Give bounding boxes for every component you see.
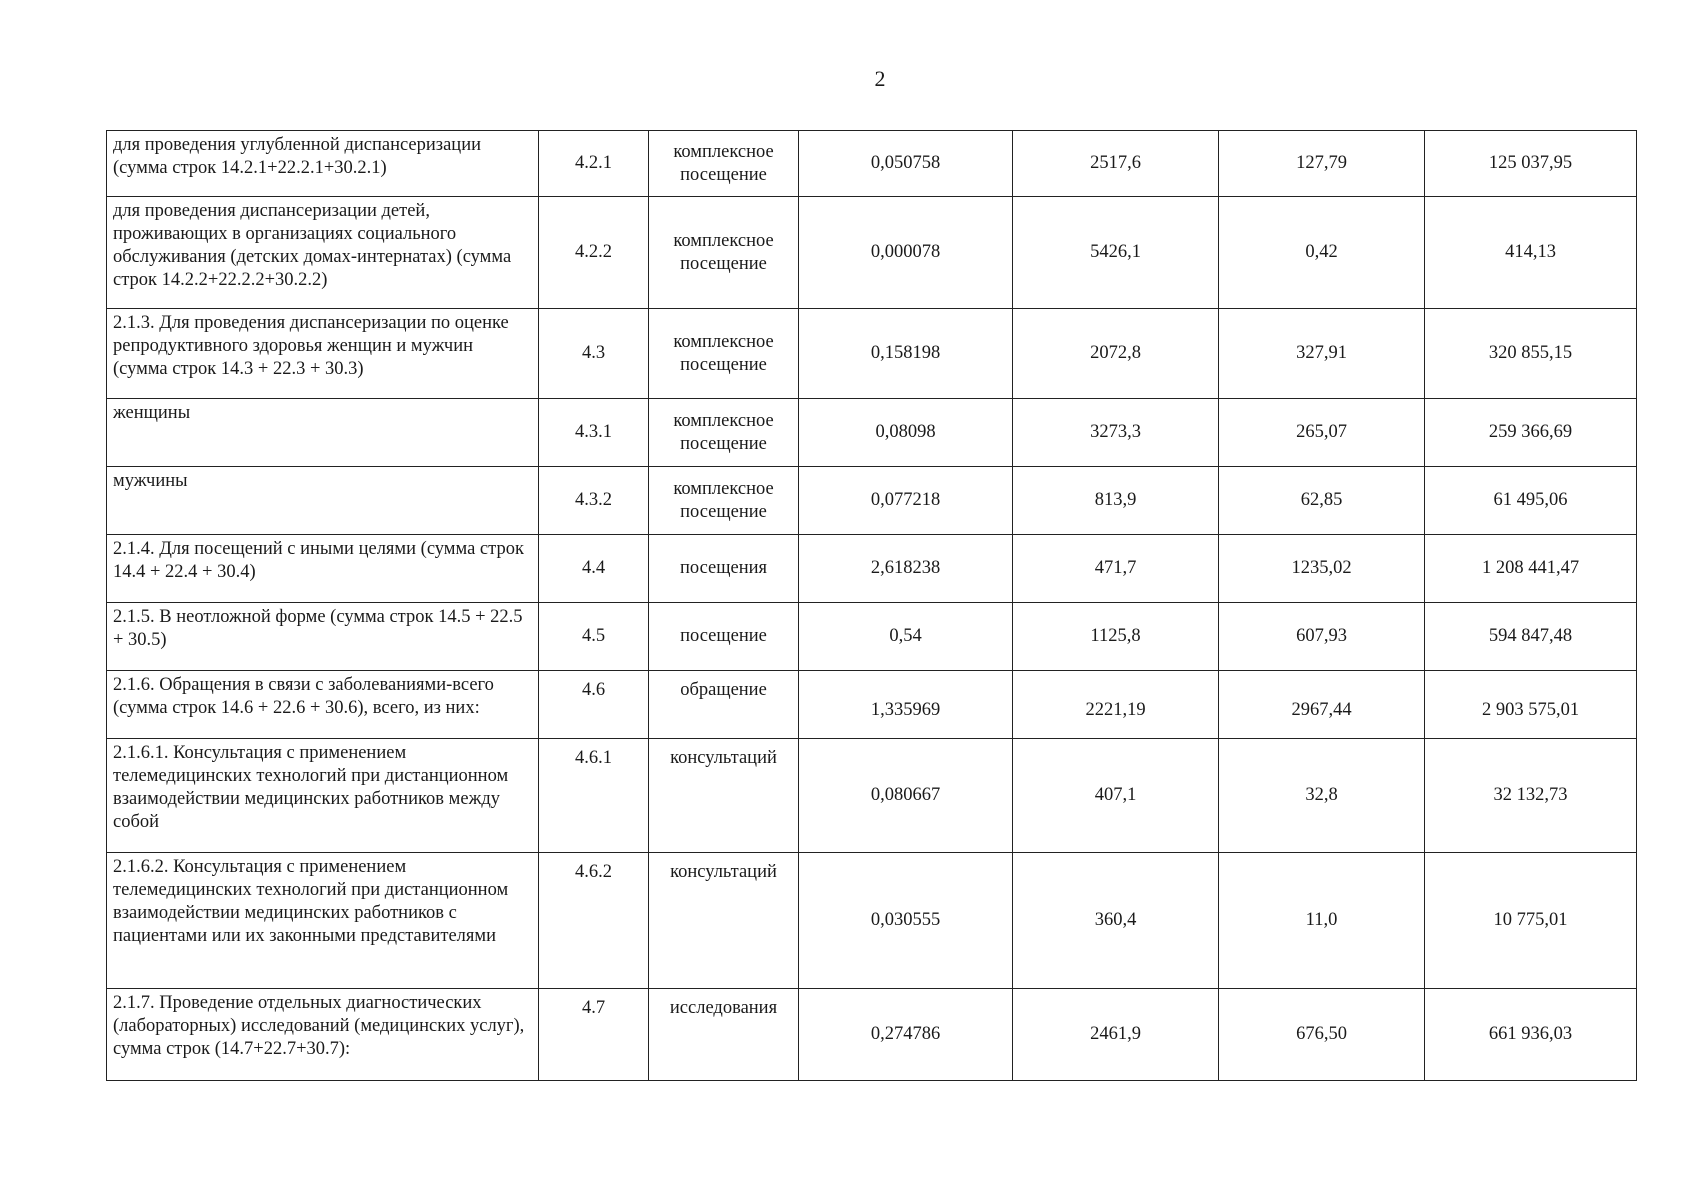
table-row — [107, 309, 1637, 399]
row-total: 125 037,95 — [1425, 131, 1637, 197]
row-norm: 0,274786 — [799, 989, 1013, 1081]
row-cost: 3273,3 — [1013, 399, 1219, 467]
row-name: 2.1.3. Для проведения диспансеризации по оценке репродуктивного здоровья женщин и мужчин (сумма строк 14.3 + 22.3 + 30.3) — [107, 309, 539, 399]
row-name: для проведения диспансеризации детей, проживающих в организациях социального обслуживания (детских домах-интернатах) (сумма строк 14.2.2+22.2.2+30.2.2) — [107, 197, 539, 309]
row-unit: посещения — [649, 535, 799, 603]
row-norm: 0,080667 — [799, 739, 1013, 853]
row-unit: комплексное посещение — [649, 197, 799, 309]
row-total: 320 855,15 — [1425, 309, 1637, 399]
row-name: мужчины — [107, 467, 539, 535]
row-cost: 360,4 — [1013, 853, 1219, 989]
row-name: 2.1.6.2. Консультация с применением телемедицинских технологий при дистанционном взаимодействии медицинских работников с пациентами или их законными представителями — [107, 853, 539, 989]
row-code: 4.7 — [539, 989, 649, 1081]
row-per-capita: 62,85 — [1219, 467, 1425, 535]
row-name: женщины — [107, 399, 539, 467]
table-row — [107, 739, 1637, 853]
row-code: 4.4 — [539, 535, 649, 603]
row-total: 661 936,03 — [1425, 989, 1637, 1081]
row-unit: комплексное посещение — [649, 309, 799, 399]
row-unit: обращение — [649, 671, 799, 739]
row-per-capita: 327,91 — [1219, 309, 1425, 399]
row-unit: консультаций — [649, 853, 799, 989]
row-norm: 0,54 — [799, 603, 1013, 671]
table-row — [107, 671, 1637, 739]
row-total: 2 903 575,01 — [1425, 671, 1637, 739]
row-per-capita: 265,07 — [1219, 399, 1425, 467]
row-norm: 0,08098 — [799, 399, 1013, 467]
row-cost: 813,9 — [1013, 467, 1219, 535]
row-total: 594 847,48 — [1425, 603, 1637, 671]
table-row — [107, 467, 1637, 535]
row-cost: 5426,1 — [1013, 197, 1219, 309]
row-name: 2.1.6. Обращения в связи с заболеваниями-всего (сумма строк 14.6 + 22.6 + 30.6), всего, из них: — [107, 671, 539, 739]
row-norm: 0,030555 — [799, 853, 1013, 989]
row-unit: комплексное посещение — [649, 467, 799, 535]
row-code: 4.3 — [539, 309, 649, 399]
row-norm: 0,050758 — [799, 131, 1013, 197]
row-cost: 407,1 — [1013, 739, 1219, 853]
row-name: 2.1.5. В неотложной форме (сумма строк 14.5 + 22.5 + 30.5) — [107, 603, 539, 671]
row-per-capita: 676,50 — [1219, 989, 1425, 1081]
row-per-capita: 0,42 — [1219, 197, 1425, 309]
row-name: для проведения углубленной диспансеризации (сумма строк 14.2.1+22.2.1+30.2.1) — [107, 131, 539, 197]
row-name: 2.1.4. Для посещений с иными целями (сумма строк 14.4 + 22.4 + 30.4) — [107, 535, 539, 603]
row-unit: комплексное посещение — [649, 399, 799, 467]
row-norm: 2,618238 — [799, 535, 1013, 603]
row-name: 2.1.6.1. Консультация с применением телемедицинских технологий при дистанционном взаимодействии медицинских работников между собой — [107, 739, 539, 853]
row-norm: 0,077218 — [799, 467, 1013, 535]
row-cost: 471,7 — [1013, 535, 1219, 603]
row-code: 4.2.1 — [539, 131, 649, 197]
row-code: 4.5 — [539, 603, 649, 671]
row-code: 4.6 — [539, 671, 649, 739]
table-row — [107, 131, 1637, 197]
row-total: 61 495,06 — [1425, 467, 1637, 535]
row-total: 10 775,01 — [1425, 853, 1637, 989]
row-per-capita: 2967,44 — [1219, 671, 1425, 739]
table-row — [107, 399, 1637, 467]
row-cost: 1125,8 — [1013, 603, 1219, 671]
row-cost: 2221,19 — [1013, 671, 1219, 739]
row-code: 4.2.2 — [539, 197, 649, 309]
row-per-capita: 11,0 — [1219, 853, 1425, 989]
row-code: 4.6.1 — [539, 739, 649, 853]
table-row — [107, 535, 1637, 603]
services-table — [106, 130, 1637, 1081]
row-code: 4.3.1 — [539, 399, 649, 467]
row-per-capita: 127,79 — [1219, 131, 1425, 197]
table-row — [107, 197, 1637, 309]
row-per-capita: 32,8 — [1219, 739, 1425, 853]
row-total: 259 366,69 — [1425, 399, 1637, 467]
table-row — [107, 853, 1637, 989]
table-row — [107, 603, 1637, 671]
row-per-capita: 607,93 — [1219, 603, 1425, 671]
row-total: 414,13 — [1425, 197, 1637, 309]
row-per-capita: 1235,02 — [1219, 535, 1425, 603]
row-name: 2.1.7. Проведение отдельных диагностических (лабораторных) исследований (медицинских услуг), сумма строк (14.7+22.7+30.7): — [107, 989, 539, 1081]
row-code: 4.3.2 — [539, 467, 649, 535]
row-code: 4.6.2 — [539, 853, 649, 989]
row-norm: 0,000078 — [799, 197, 1013, 309]
row-norm: 0,158198 — [799, 309, 1013, 399]
row-norm: 1,335969 — [799, 671, 1013, 739]
row-cost: 2461,9 — [1013, 989, 1219, 1081]
row-unit: посещение — [649, 603, 799, 671]
row-unit: исследования — [649, 989, 799, 1081]
row-unit: консультаций — [649, 739, 799, 853]
table-row — [107, 989, 1637, 1081]
page-number: 2 — [874, 66, 886, 91]
row-total: 1 208 441,47 — [1425, 535, 1637, 603]
row-cost: 2072,8 — [1013, 309, 1219, 399]
row-cost: 2517,6 — [1013, 131, 1219, 197]
row-total: 32 132,73 — [1425, 739, 1637, 853]
row-unit: комплексное посещение — [649, 131, 799, 197]
